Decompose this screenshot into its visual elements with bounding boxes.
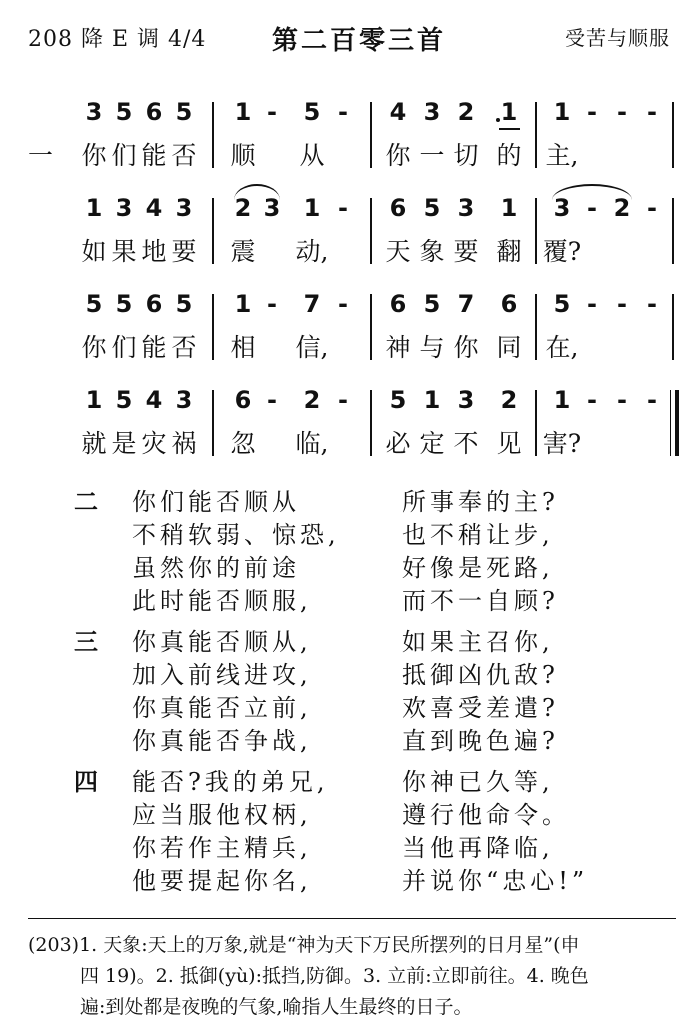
note: 1 <box>85 194 103 222</box>
augmentation-dot <box>496 118 500 122</box>
note: - <box>617 98 627 126</box>
lyric: 翻 <box>496 237 522 266</box>
hymn-number-key: 208 降 E 调 4/4 <box>28 27 207 52</box>
verse-line-left: 他要提起你名, <box>132 867 312 895</box>
note: 4 <box>389 98 407 126</box>
barline <box>370 198 372 264</box>
note: - <box>647 98 657 126</box>
note: 2 <box>234 194 252 222</box>
lyric: 一 <box>419 141 445 170</box>
eighth-note-underline <box>499 128 520 130</box>
lyric: 切 <box>453 141 479 170</box>
note: 3 <box>175 386 193 414</box>
verse-line <box>0 762 700 794</box>
lyric: 忽 <box>230 429 256 458</box>
hymn-title: 第二百零三首 <box>272 26 447 56</box>
note: - <box>267 386 277 414</box>
note: 2 <box>303 386 321 414</box>
note: 3 <box>85 98 103 126</box>
note: 1 <box>234 98 252 126</box>
lyric: 神 <box>385 333 411 362</box>
verse-line <box>0 655 700 687</box>
verse-line <box>0 721 700 753</box>
verse-line <box>0 861 700 893</box>
verse-line <box>0 688 700 720</box>
note: 5 <box>389 386 407 414</box>
note: - <box>647 386 657 414</box>
lyric: 能 <box>141 141 167 170</box>
verse-line <box>0 482 700 514</box>
verse-line-right: 欢喜受差遣? <box>402 694 559 722</box>
lyric: 如 <box>81 237 107 266</box>
verse-number: 四 <box>74 767 98 796</box>
lyric: 动, <box>295 237 329 266</box>
note: 1 <box>85 386 103 414</box>
lyric: 们 <box>111 333 137 362</box>
lyric: 象 <box>419 237 445 266</box>
lyric: 害? <box>542 429 582 458</box>
verse-line-left: 你真能否顺从, <box>132 628 312 656</box>
note: - <box>587 194 597 222</box>
lyric: 能 <box>141 333 167 362</box>
barline <box>212 294 214 360</box>
note: 5 <box>175 290 193 318</box>
verse-line-right: 你神已久等, <box>402 768 554 796</box>
verse-line-right: 也不稍让步, <box>402 521 554 549</box>
lyric: 定 <box>419 429 445 458</box>
lyric: 必 <box>385 429 411 458</box>
verse-line-left: 不稍软弱、惊恐, <box>132 521 340 549</box>
note: 3 <box>175 194 193 222</box>
lyric: 临, <box>295 429 329 458</box>
staff-row-3 <box>0 290 700 370</box>
lyric: 见 <box>496 429 522 458</box>
verse-line-left: 你真能否立前, <box>132 694 312 722</box>
verse-1-number: 一 <box>28 141 54 170</box>
verse-line-right: 直到晚色遍? <box>402 727 559 755</box>
note: 6 <box>145 290 163 318</box>
lyric: 是 <box>111 429 137 458</box>
verse-line-right: 所事奉的主? <box>402 488 559 516</box>
note: 5 <box>423 290 441 318</box>
barline <box>370 102 372 168</box>
verse-line <box>0 515 700 547</box>
note: 1 <box>500 98 518 126</box>
verse-line-left: 应当服他权柄, <box>132 801 312 829</box>
verse-line-right: 并说你“忠心!” <box>402 867 589 895</box>
verse-line-right: 抵御凶仇敌? <box>402 661 559 689</box>
lyric: 不 <box>453 429 479 458</box>
tie-arc <box>552 184 632 200</box>
barline <box>535 102 537 168</box>
barline <box>672 102 674 168</box>
note: - <box>267 290 277 318</box>
verse-line-left: 加入前线进攻, <box>132 661 312 689</box>
footnote-divider <box>28 918 676 919</box>
lyric: 你 <box>81 141 107 170</box>
staff-row-1 <box>0 98 700 178</box>
note: - <box>587 386 597 414</box>
note: 6 <box>234 386 252 414</box>
lyric: 同 <box>496 333 522 362</box>
lyric: 否 <box>171 141 197 170</box>
verse-line-left: 你若作主精兵, <box>132 834 312 862</box>
verse-number: 三 <box>74 627 98 656</box>
final-barline-thick <box>675 390 679 456</box>
verse-line-right: 好像是死路, <box>402 554 554 582</box>
lyric: 从 <box>299 141 325 170</box>
lyric: 祸 <box>171 429 197 458</box>
note: - <box>338 194 348 222</box>
barline <box>672 294 674 360</box>
note: - <box>587 98 597 126</box>
note: 1 <box>423 386 441 414</box>
barline <box>212 198 214 264</box>
note: - <box>617 386 627 414</box>
tie-arc <box>234 184 280 200</box>
lyric: 果 <box>111 237 137 266</box>
verse-line-right: 当他再降临, <box>402 834 554 862</box>
barline <box>672 198 674 264</box>
lyric: 与 <box>419 333 445 362</box>
lyric: 们 <box>111 141 137 170</box>
lyric: 顺 <box>230 141 256 170</box>
verse-line-left: 此时能否顺服, <box>132 587 312 615</box>
barline <box>212 102 214 168</box>
note: 4 <box>145 194 163 222</box>
hymn-category: 受苦与顺服 <box>565 26 670 50</box>
note: - <box>338 386 348 414</box>
lyric: 要 <box>171 237 197 266</box>
note: 6 <box>145 98 163 126</box>
lyric: 覆? <box>542 237 582 266</box>
lyric: 你 <box>385 141 411 170</box>
note: 4 <box>145 386 163 414</box>
lyric: 的 <box>496 141 522 170</box>
note: 3 <box>115 194 133 222</box>
note: 2 <box>500 386 518 414</box>
note: - <box>267 98 277 126</box>
footnote-line-1: (203)1. 天象:天上的万象,就是“神为天下万民所摆列的日月星”(申 <box>28 934 580 956</box>
note: - <box>647 290 657 318</box>
verse-line <box>0 622 700 654</box>
footnote-line-2: 四 19)。2. 抵御(yù):抵挡,防御。3. 立前:立即前往。4. 晚色 <box>80 965 589 987</box>
note: 3 <box>553 194 571 222</box>
barline <box>370 294 372 360</box>
verse-line <box>0 548 700 580</box>
page-header <box>0 22 700 62</box>
note: 5 <box>115 386 133 414</box>
lyric: 主, <box>545 141 579 170</box>
note: - <box>338 290 348 318</box>
lyric: 你 <box>81 333 107 362</box>
note: 5 <box>85 290 103 318</box>
note: 5 <box>175 98 193 126</box>
note: 1 <box>234 290 252 318</box>
note: 6 <box>389 290 407 318</box>
verse-line <box>0 581 700 613</box>
note: - <box>647 194 657 222</box>
note: 7 <box>457 290 475 318</box>
note: 6 <box>389 194 407 222</box>
lyric: 就 <box>81 429 107 458</box>
lyric: 地 <box>141 237 167 266</box>
verse-line-right: 遵行他命令。 <box>402 801 570 829</box>
lyric: 在, <box>545 333 579 362</box>
staff-row-2 <box>0 194 700 274</box>
verse-line-left: 虽然你的前途 <box>132 554 300 582</box>
note: 7 <box>303 290 321 318</box>
verse-line-right: 而不一自顾? <box>402 587 559 615</box>
barline <box>212 390 214 456</box>
lyric: 信, <box>295 333 329 362</box>
barline <box>370 390 372 456</box>
barline <box>535 294 537 360</box>
note: - <box>587 290 597 318</box>
note: 5 <box>423 194 441 222</box>
note: - <box>617 290 627 318</box>
verse-line-left: 你们能否顺从 <box>132 488 300 516</box>
barline <box>535 198 537 264</box>
note: 3 <box>457 386 475 414</box>
note: 3 <box>423 98 441 126</box>
note: 5 <box>553 290 571 318</box>
verse-line-left: 你真能否争战, <box>132 727 312 755</box>
note: 1 <box>303 194 321 222</box>
note: 3 <box>263 194 281 222</box>
verse-line-left: 能否?我的弟兄, <box>132 768 329 796</box>
footnote <box>28 930 678 1023</box>
lyric: 要 <box>453 237 479 266</box>
lyric: 天 <box>385 237 411 266</box>
verse-line-right: 如果主召你, <box>402 628 554 656</box>
verse-line <box>0 828 700 860</box>
note: 3 <box>457 194 475 222</box>
note: 5 <box>115 98 133 126</box>
note: 5 <box>303 98 321 126</box>
final-barline-thin <box>670 390 671 456</box>
note: - <box>338 98 348 126</box>
lyric: 否 <box>171 333 197 362</box>
note: 1 <box>553 98 571 126</box>
verse-line <box>0 795 700 827</box>
lyric: 震 <box>230 237 256 266</box>
note: 1 <box>553 386 571 414</box>
note: 6 <box>500 290 518 318</box>
verse-number: 二 <box>74 487 98 516</box>
note: 2 <box>613 194 631 222</box>
lyric: 你 <box>453 333 479 362</box>
lyric: 灾 <box>141 429 167 458</box>
barline <box>535 390 537 456</box>
note: 2 <box>457 98 475 126</box>
note: 5 <box>115 290 133 318</box>
footnote-line-3: 遍:到处都是夜晚的气象,喻指人生最终的日子。 <box>80 996 473 1018</box>
staff-row-4 <box>0 386 700 466</box>
note: 1 <box>500 194 518 222</box>
lyric: 相 <box>230 333 256 362</box>
